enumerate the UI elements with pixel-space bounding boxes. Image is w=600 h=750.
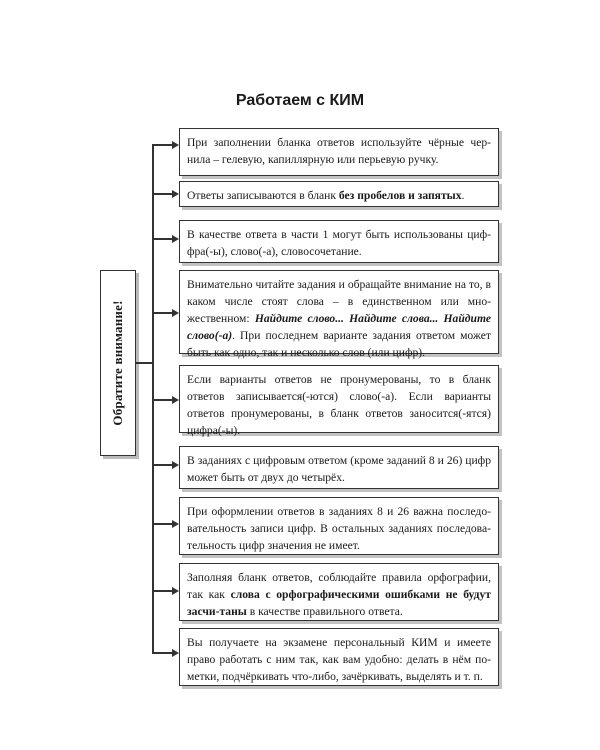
info-box-7-text: При оформлении ответов в заданиях 8 и 26 важна последо-вательность записи цифр. В остальных заданиях последова-тельность цифр значения не имеет. [187, 505, 491, 552]
side-label-box [100, 270, 136, 456]
branch-line [152, 464, 174, 466]
branch-line [152, 193, 174, 195]
page-title: Работаем с КИМ [235, 92, 365, 109]
info-box-8-end: в качестве правильного ответа. [246, 605, 403, 618]
info-box-5 [179, 365, 499, 437]
branch-line [152, 590, 174, 592]
branch-line [152, 312, 174, 314]
info-box-4 [179, 270, 499, 359]
info-box-4-bold: (-а) [214, 329, 233, 342]
arrow-icon [172, 587, 179, 595]
info-box-8-bold: слова с орфографическими ошибками не будут засчи-таны [187, 588, 491, 618]
arrow-icon [172, 309, 179, 317]
branch-line [152, 399, 174, 401]
side-connector [136, 362, 153, 364]
info-box-3-text: В качестве ответа в части 1 могут быть использованы циф-фра(-ы), слово(-а), словосочетание. [187, 228, 491, 258]
info-box-1-text: При заполнении бланка ответов используйте чёрные чер-нила – гелевую, капиллярную или перьевую ручку. [187, 136, 491, 166]
branch-line [152, 652, 174, 654]
info-box-3 [179, 220, 499, 263]
info-box-8 [179, 563, 499, 621]
info-box-4-end: . При последнем варианте задания ответом может быть как одно, так и несколько слов (или цифр). [187, 329, 491, 359]
branch-line [152, 523, 174, 525]
arrow-icon [172, 190, 179, 198]
info-box-1 [179, 128, 499, 176]
arrow-icon [172, 235, 179, 243]
arrow-icon [172, 461, 179, 469]
info-box-6 [179, 446, 499, 489]
info-box-9 [179, 628, 499, 686]
info-box-6-text: В заданиях с цифровым ответом (кроме заданий 8 и 26) цифр может быть от двух до четырёх. [187, 454, 491, 484]
arrow-icon [172, 520, 179, 528]
branch-line [152, 238, 174, 240]
info-box-2-end: . [461, 189, 465, 202]
info-box-5-text: Если варианты ответов не пронумерованы, то в бланк ответов записывается(-ются) слово(-а). Если варианты ответов пронумерованы, в бланк ответов заносится(-ятся) цифра(-ы). [187, 373, 491, 437]
side-label: Обратите внимание! [110, 300, 125, 426]
info-box-7 [179, 497, 499, 555]
info-box-8-text: Заполняя бланк ответов, соблюдайте правила орфографии, так как [187, 571, 491, 601]
info-box-2 [179, 181, 499, 207]
branch-line [152, 144, 174, 146]
info-box-2-text: Ответы записываются в бланк [187, 189, 339, 202]
info-box-4-text: Внимательно читайте задания и обращайте внимание на то, в каком числе стоят слова – в единственном или мно-жественном: [187, 278, 491, 325]
arrow-icon [172, 141, 179, 149]
info-box-4-italic: Найдите слово... Найдите слова... Найдите слово [187, 312, 492, 342]
arrow-icon [172, 396, 179, 404]
arrow-icon [172, 649, 179, 657]
info-box-2-bold: без пробелов и запятых [338, 189, 462, 202]
info-box-9-text: Вы получаете на экзамене персональный КИМ и имеете право работать с ним так, как вам удобно: делать в нём по-метки, подчёркивать что-либо, зачёркивать, выделять и т. п. [187, 636, 491, 683]
